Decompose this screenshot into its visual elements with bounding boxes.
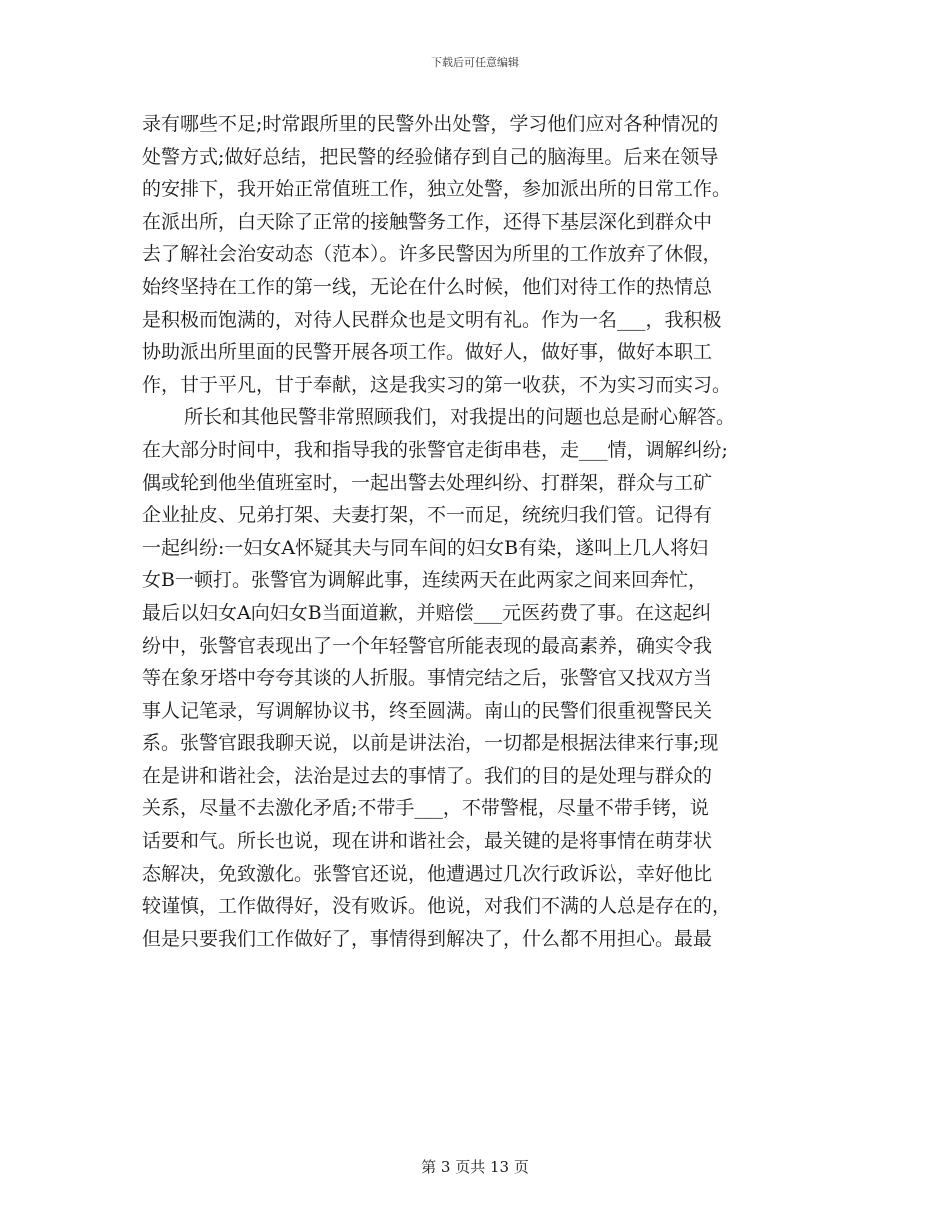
paragraph-start-line: 所长和其他民警非常照顾我们，对我提出的问题也总是耐心解答。 bbox=[184, 406, 736, 429]
text-line-12: 偶或轮到他坐值班室时，一起出警去处理纠纷、打群架，群众与工矿 bbox=[142, 471, 713, 494]
text-line-8: 协助派出所里面的民警开展各项工作。做好人，做好事，做好本职工 bbox=[142, 341, 713, 364]
text-line-3: 的安排下，我开始正常值班工作，独立处警，参加派出所的日常工作。 bbox=[142, 178, 732, 201]
text-line-5: 去了解社会治安动态（范本）。许多民警因为所里的工作放弃了休假， bbox=[142, 243, 722, 266]
text-line-23: 话要和气。所长也说，现在讲和谐社会，最关键的是将事情在萌芽状 bbox=[142, 830, 713, 853]
text-line-24: 态解决，免致激化。张警官还说，他遭遇过几次行政诉讼，幸好他比 bbox=[142, 862, 713, 885]
text-line-21: 在是讲和谐社会，法治是过去的事情了。我们的目的是处理与群众的 bbox=[142, 764, 713, 787]
text-line-11: 在大部分时间中，我和指导我的张警官走街串巷，走___情，调解纠纷; bbox=[142, 438, 728, 461]
text-line-6: 始终坚持在工作的第一线，无论在什么时候，他们对待工作的热情总 bbox=[142, 275, 713, 298]
text-line-25: 较谨慎，工作做得好，没有败诉。他说，对我们不满的人总是存在的， bbox=[142, 895, 732, 918]
text-line-19: 事人记笔录，写调解协议书，终至圆满。南山的民警们很重视警民关 bbox=[142, 699, 713, 722]
page-number-footer: 第 3 页共 13 页 bbox=[421, 1158, 529, 1176]
text-line-2: 处警方式;做好总结，把民警的经验储存到自己的脑海里。后来在领导 bbox=[142, 145, 719, 168]
text-line-15: 女B一顿打。张警官为调解此事，连续两天在此两家之间来回奔忙， bbox=[142, 569, 707, 592]
text-line-18: 等在象牙塔中夸夸其谈的人折服。事情完结之后，张警官又找双方当 bbox=[142, 667, 713, 690]
text-line-7: 是积极而饱满的，对待人民群众也是文明有礼。作为一名___，我积极 bbox=[142, 308, 722, 331]
text-line-17: 纷中，张警官表现出了一个年轻警官所能表现的最高素养，确实令我 bbox=[142, 634, 713, 657]
text-line-9: 作，甘于平凡，甘于奉献，这是我实习的第一收获，不为实习而实习。 bbox=[142, 373, 732, 396]
text-line-20: 系。张警官跟我聊天说，以前是讲法治，一切都是根据法律来行事;现 bbox=[142, 732, 719, 755]
text-line-1: 录有哪些不足;时常跟所里的民警外出处警，学习他们应对各种情况的 bbox=[142, 113, 719, 135]
text-line-14: 一起纠纷:一妇女A怀疑其夫与同车间的妇女B有染，遂叫上几人将妇 bbox=[142, 536, 709, 559]
text-line-16: 最后以妇女A向妇女B当面道歉，并赔偿___元医药费了事。在这起纠 bbox=[142, 601, 712, 624]
page-header: 下载后可任意编辑 bbox=[431, 56, 519, 69]
document-body bbox=[142, 108, 806, 955]
text-line-4: 在派出所，白天除了正常的接触警务工作，还得下基层深化到群众中 bbox=[142, 210, 713, 233]
text-line-13: 企业扯皮、兄弟打架、夫妻打架，不一而足，统统归我们管。记得有 bbox=[142, 504, 713, 527]
text-line-26: 但是只要我们工作做好了，事情得到解决了，什么都不用担心。最最 bbox=[142, 927, 713, 950]
text-line-22: 关系，尽量不去激化矛盾;不带手___，不带警棍，尽量不带手铐，说 bbox=[142, 797, 709, 820]
